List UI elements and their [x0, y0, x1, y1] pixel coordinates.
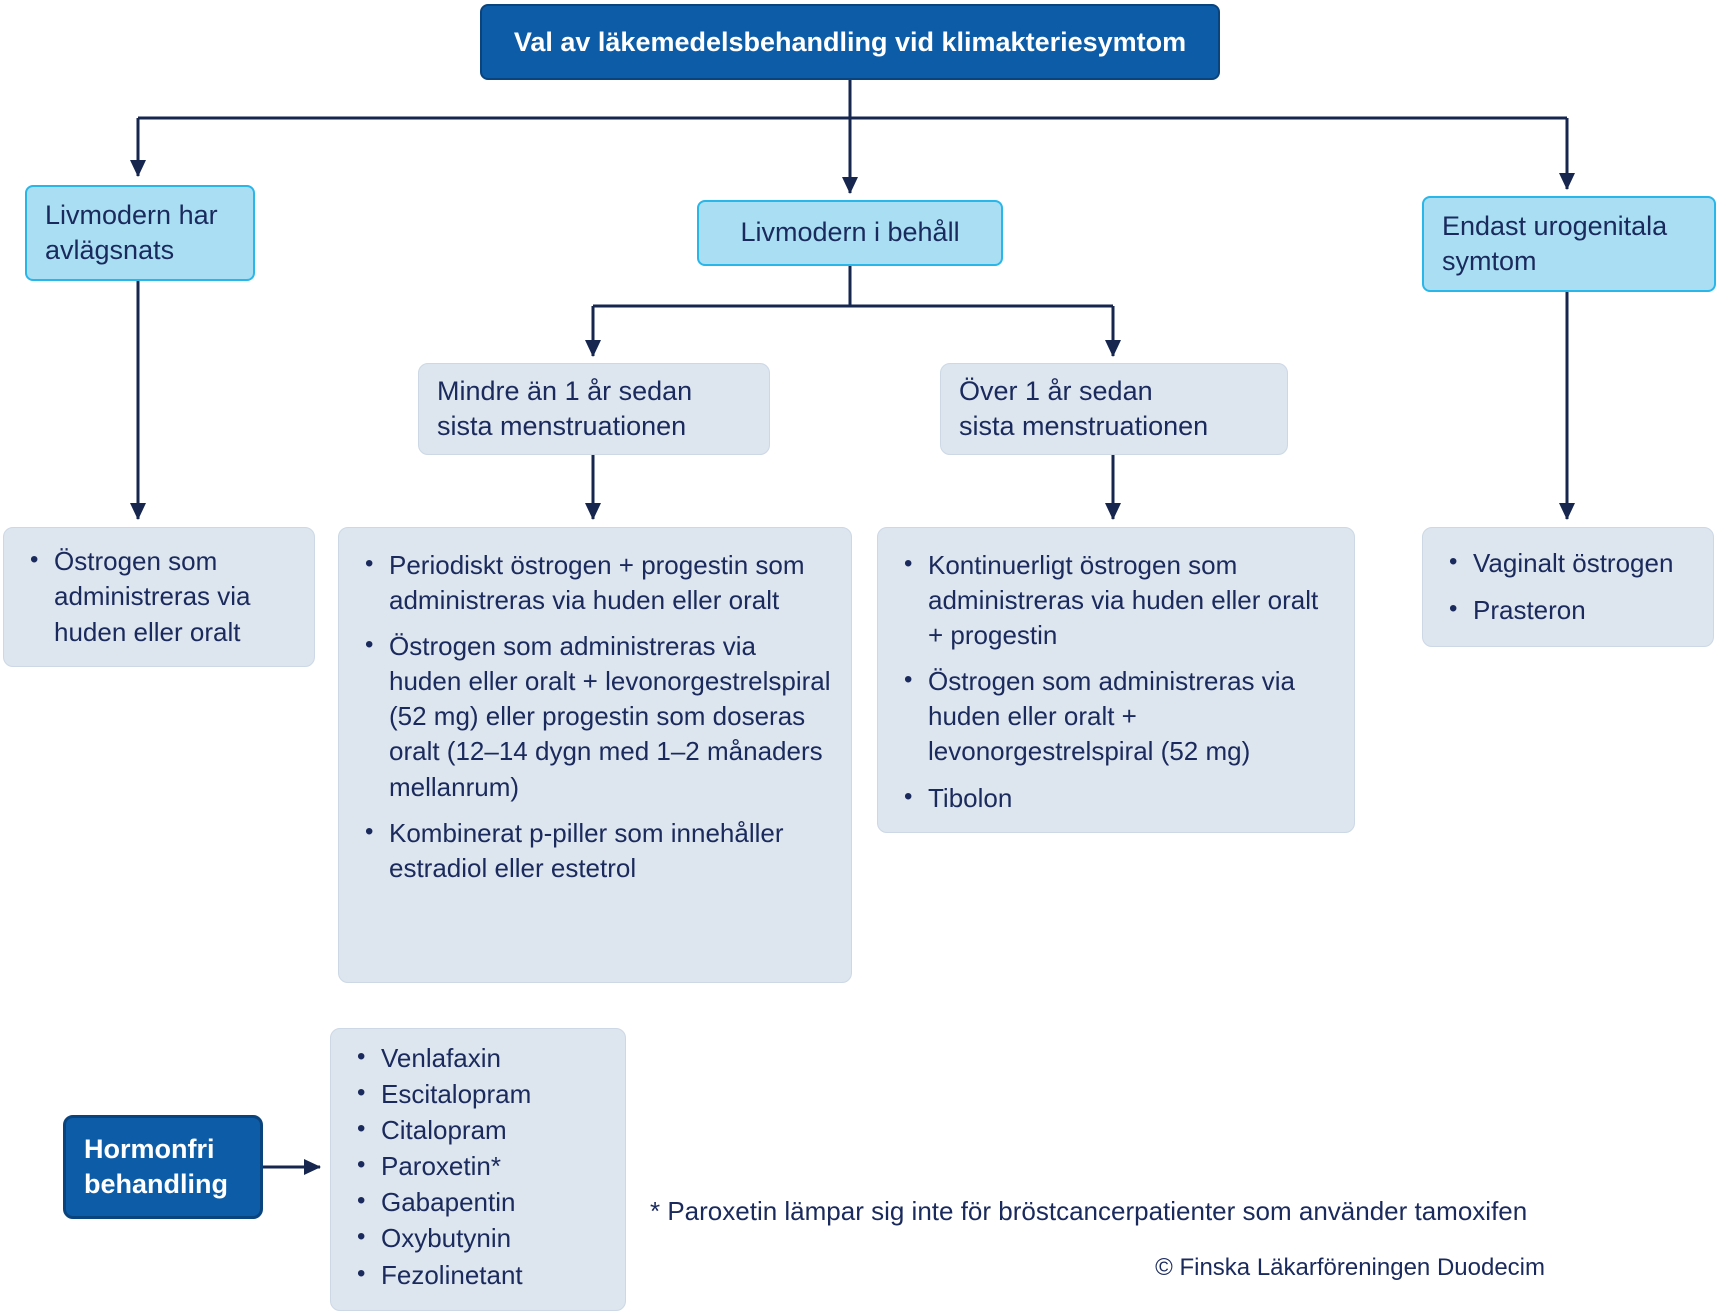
- branch-label-line: symtom: [1442, 246, 1537, 276]
- leaf-item: • Östrogen som administreras via huden eller oralt + levonorgestrelspiral (52 mg) eller progestin som doseras oralt (12–14 dygn med 1–2 månaders mellanrum): [359, 629, 831, 804]
- leaf-item: • Vaginalt östrogen: [1443, 546, 1693, 581]
- leaf-item: • Kombinerat p-piller som innehåller estradiol eller estetrol: [359, 816, 831, 886]
- drug-item: • Escitalopram: [351, 1077, 605, 1112]
- leaf-less-than-1yr-box: [338, 527, 852, 983]
- leaf-item: • Kontinuerligt östrogen som administreras via huden eller oralt + progestin: [898, 548, 1334, 653]
- subbranch-less-than-1yr-box: [418, 363, 770, 455]
- drug-item: • Oxybutynin: [351, 1221, 605, 1256]
- hormone-free-drug-list-box: [330, 1028, 626, 1311]
- page-title: Val av läkemedelsbehandling vid klimakteriesymtom: [513, 26, 1187, 57]
- title-box: [480, 4, 1220, 80]
- branch-hysterectomy-box: [25, 185, 255, 281]
- subbranch-label-line: sista menstruationen: [437, 411, 687, 441]
- leaf-item: • Periodiskt östrogen + progestin som administreras via huden eller oralt: [359, 548, 831, 618]
- subbranch-over-1yr-box: [940, 363, 1288, 455]
- drug-item: • Paroxetin*: [351, 1149, 605, 1184]
- drug-item: • Venlafaxin: [351, 1041, 605, 1076]
- leaf-item: • Östrogen som administreras via huden eller oralt + levonorgestrelspiral (52 mg): [898, 664, 1334, 769]
- subbranch-label-line: Mindre än 1 år sedan: [437, 375, 693, 406]
- footnote: * Paroxetin lämpar sig inte för bröstcancerpatienter som använder tamoxifen: [650, 1196, 1528, 1226]
- drug-item: • Fezolinetant: [351, 1258, 605, 1293]
- branch-label-line: Livmodern i behåll: [740, 217, 960, 248]
- branch-urogenital-only-box: [1422, 196, 1716, 292]
- branch-label-line: Endast urogenitala: [1442, 210, 1668, 241]
- copyright: © Finska Läkarföreningen Duodecim: [1155, 1254, 1545, 1281]
- leaf-item: • Östrogen som administreras via huden eller oralt: [24, 544, 294, 649]
- branch-label-line: Livmodern har: [45, 199, 218, 230]
- hormone-free-label-line: behandling: [84, 1169, 228, 1199]
- drug-item: • Gabapentin: [351, 1185, 605, 1220]
- leaf-hysterectomy-box: [3, 527, 315, 667]
- hormone-free-label-line: Hormonfri: [84, 1133, 215, 1164]
- leaf-urogenital-only-box: [1422, 527, 1714, 647]
- branch-uterus-intact-box: [697, 200, 1003, 266]
- leaf-over-1yr-box: [877, 527, 1355, 833]
- branch-label-line: avlägsnats: [45, 235, 175, 265]
- subbranch-label-line: sista menstruationen: [959, 411, 1209, 441]
- leaf-item: • Prasteron: [1443, 593, 1693, 628]
- leaf-item: • Tibolon: [898, 781, 1334, 816]
- subbranch-label-line: Över 1 år sedan: [959, 375, 1153, 406]
- drug-item: • Citalopram: [351, 1113, 605, 1148]
- hormone-free-box: [63, 1115, 263, 1219]
